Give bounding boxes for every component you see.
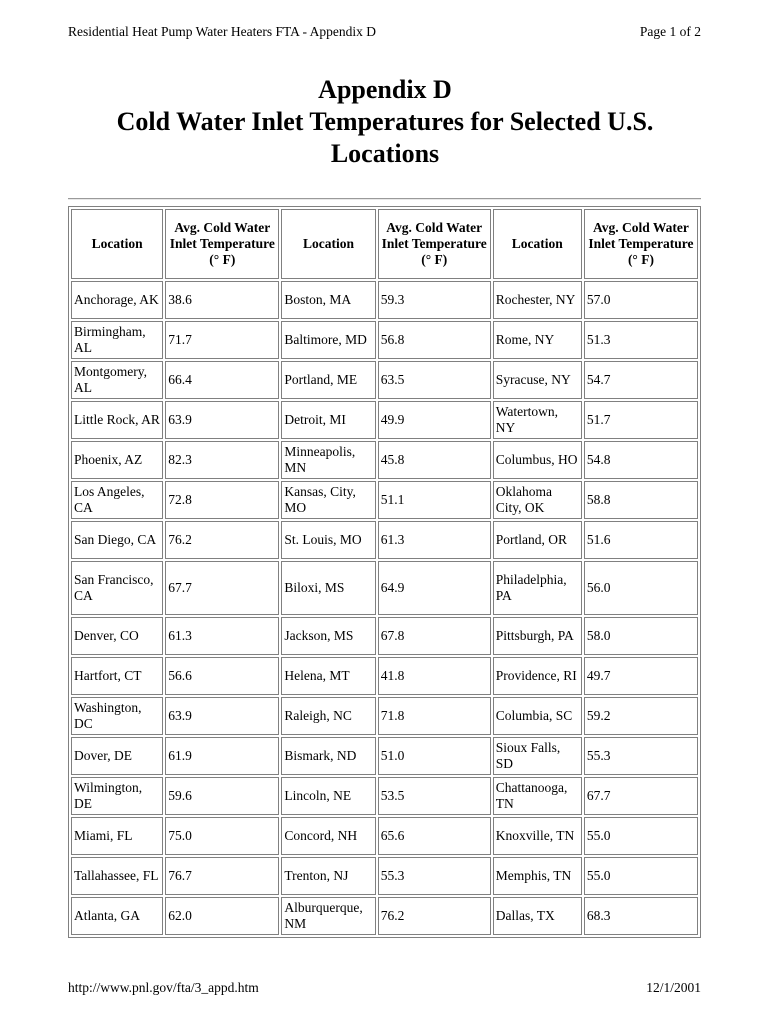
temperature-cell: 76.7: [165, 857, 279, 895]
location-cell: Memphis, TN: [493, 857, 582, 895]
footer-url: http://www.pnl.gov/fta/3_appd.htm: [68, 980, 259, 995]
temperature-cell: 76.2: [165, 521, 279, 559]
temperature-cell: 59.3: [378, 281, 491, 319]
location-cell: Dover, DE: [71, 737, 163, 775]
table-row: [71, 281, 698, 319]
location-cell: Phoenix, AZ: [71, 441, 163, 479]
location-cell: Rochester, NY: [493, 281, 582, 319]
temperature-cell: 75.0: [165, 817, 279, 855]
location-cell: Washington, DC: [71, 697, 163, 735]
column-header-temperature: Avg. Cold Water Inlet Temperature (° F): [378, 209, 491, 279]
temperature-cell: 54.7: [584, 361, 698, 399]
location-cell: Columbus, HO: [493, 441, 582, 479]
temperature-cell: 67.8: [378, 617, 491, 655]
location-cell: Little Rock, AR: [71, 401, 163, 439]
title-line-1: Appendix D: [318, 75, 452, 104]
temperature-cell: 51.0: [378, 737, 491, 775]
location-cell: Anchorage, AK: [71, 281, 163, 319]
location-cell: Baltimore, MD: [281, 321, 375, 359]
column-header-location: Location: [493, 209, 582, 279]
location-cell: Wilmington, DE: [71, 777, 163, 815]
table-row: [71, 521, 698, 559]
temperature-cell: 65.6: [378, 817, 491, 855]
location-cell: Atlanta, GA: [71, 897, 163, 935]
temperature-cell: 51.3: [584, 321, 698, 359]
temperature-cell: 62.0: [165, 897, 279, 935]
table-row: [71, 897, 698, 935]
table-row: [71, 697, 698, 735]
table-row: [71, 561, 698, 615]
temperature-cell: 63.5: [378, 361, 491, 399]
temperature-cell: 76.2: [378, 897, 491, 935]
location-cell: Minneapolis, MN: [281, 441, 375, 479]
location-cell: Pittsburgh, PA: [493, 617, 582, 655]
location-cell: Providence, RI: [493, 657, 582, 695]
location-cell: Miami, FL: [71, 817, 163, 855]
location-cell: Syracuse, NY: [493, 361, 582, 399]
location-cell: Watertown, NY: [493, 401, 582, 439]
table-header-row: [71, 209, 698, 279]
page-title: [60, 74, 710, 170]
temperature-cell: 66.4: [165, 361, 279, 399]
page-number: Page 1 of 2: [639, 24, 701, 39]
temperature-cell: 67.7: [584, 777, 698, 815]
temperature-cell: 56.0: [584, 561, 698, 615]
temperature-cell: 71.8: [378, 697, 491, 735]
table-row: [71, 657, 698, 695]
location-cell: Birmingham, AL: [71, 321, 163, 359]
temperature-cell: 45.8: [378, 441, 491, 479]
location-cell: San Diego, CA: [71, 521, 163, 559]
table-row: [71, 737, 698, 775]
temperature-cell: 51.1: [378, 481, 491, 519]
location-cell: Concord, NH: [281, 817, 375, 855]
document-title-header: Residential Heat Pump Water Heaters FTA - Appendix D: [68, 24, 377, 39]
location-cell: Chattanooga, TN: [493, 777, 582, 815]
location-cell: Oklahoma City, OK: [493, 481, 582, 519]
location-cell: Tallahassee, FL: [71, 857, 163, 895]
column-header-location: Location: [281, 209, 375, 279]
temperature-cell: 63.9: [165, 697, 279, 735]
location-cell: St. Louis, MO: [281, 521, 375, 559]
table-row: [71, 857, 698, 895]
temperature-cell: 82.3: [165, 441, 279, 479]
temperature-cell: 55.3: [584, 737, 698, 775]
location-cell: Bismark, ND: [281, 737, 375, 775]
location-cell: Montgomery, AL: [71, 361, 163, 399]
temperature-cell: 55.3: [378, 857, 491, 895]
location-cell: Lincoln, NE: [281, 777, 375, 815]
table-row: [71, 441, 698, 479]
column-header-temperature: Avg. Cold Water Inlet Temperature (° F): [165, 209, 279, 279]
location-cell: Sioux Falls, SD: [493, 737, 582, 775]
location-cell: Biloxi, MS: [281, 561, 375, 615]
temperature-cell: 67.7: [165, 561, 279, 615]
temperature-cell: 49.7: [584, 657, 698, 695]
title-line-3: Locations: [330, 139, 440, 168]
column-header-temperature: Avg. Cold Water Inlet Temperature (° F): [584, 209, 698, 279]
temperature-cell: 51.6: [584, 521, 698, 559]
temperature-cell: 72.8: [165, 481, 279, 519]
temperature-cell: 61.9: [165, 737, 279, 775]
temperature-cell: 54.8: [584, 441, 698, 479]
location-cell: Philadelphia, PA: [493, 561, 582, 615]
location-cell: Columbia, SC: [493, 697, 582, 735]
table-row: [71, 817, 698, 855]
table-row: [71, 481, 698, 519]
temperature-cell: 56.6: [165, 657, 279, 695]
table-row: [71, 777, 698, 815]
temperature-cell: 49.9: [378, 401, 491, 439]
column-header-location: Location: [71, 209, 163, 279]
location-cell: Portland, OR: [493, 521, 582, 559]
location-cell: Rome, NY: [493, 321, 582, 359]
location-cell: Alburquerque, NM: [281, 897, 375, 935]
location-cell: Helena, MT: [281, 657, 375, 695]
location-cell: San Francisco, CA: [71, 561, 163, 615]
temperature-cell: 41.8: [378, 657, 491, 695]
temperature-cell: 55.0: [584, 817, 698, 855]
location-cell: Trenton, NJ: [281, 857, 375, 895]
footer-date: 12/1/2001: [646, 980, 701, 995]
table-row: [71, 321, 698, 359]
temperature-cell: 58.0: [584, 617, 698, 655]
temperature-cell: 63.9: [165, 401, 279, 439]
temperature-cell: 71.7: [165, 321, 279, 359]
temperature-cell: 59.2: [584, 697, 698, 735]
location-cell: Portland, ME: [281, 361, 375, 399]
temperature-cell: 58.8: [584, 481, 698, 519]
temperature-cell: 59.6: [165, 777, 279, 815]
temperature-table: [68, 206, 701, 938]
title-line-2: Cold Water Inlet Temperatures for Selected U.S.: [116, 107, 654, 136]
horizontal-rule: [68, 198, 701, 200]
table-row: [71, 617, 698, 655]
location-cell: Hartfort, CT: [71, 657, 163, 695]
temperature-cell: 57.0: [584, 281, 698, 319]
temperature-cell: 53.5: [378, 777, 491, 815]
location-cell: Kansas, City, MO: [281, 481, 375, 519]
location-cell: Dallas, TX: [493, 897, 582, 935]
temperature-cell: 51.7: [584, 401, 698, 439]
temperature-cell: 61.3: [165, 617, 279, 655]
location-cell: Los Angeles, CA: [71, 481, 163, 519]
temperature-cell: 68.3: [584, 897, 698, 935]
location-cell: Knoxville, TN: [493, 817, 582, 855]
location-cell: Detroit, MI: [281, 401, 375, 439]
temperature-cell: 61.3: [378, 521, 491, 559]
location-cell: Raleigh, NC: [281, 697, 375, 735]
temperature-cell: 64.9: [378, 561, 491, 615]
location-cell: Jackson, MS: [281, 617, 375, 655]
table-row: [71, 361, 698, 399]
table-viewport: [68, 206, 701, 960]
temperature-cell: 38.6: [165, 281, 279, 319]
location-cell: Boston, MA: [281, 281, 375, 319]
location-cell: Denver, CO: [71, 617, 163, 655]
table-row: [71, 401, 698, 439]
temperature-cell: 56.8: [378, 321, 491, 359]
temperature-cell: 55.0: [584, 857, 698, 895]
table-body: [71, 281, 698, 935]
